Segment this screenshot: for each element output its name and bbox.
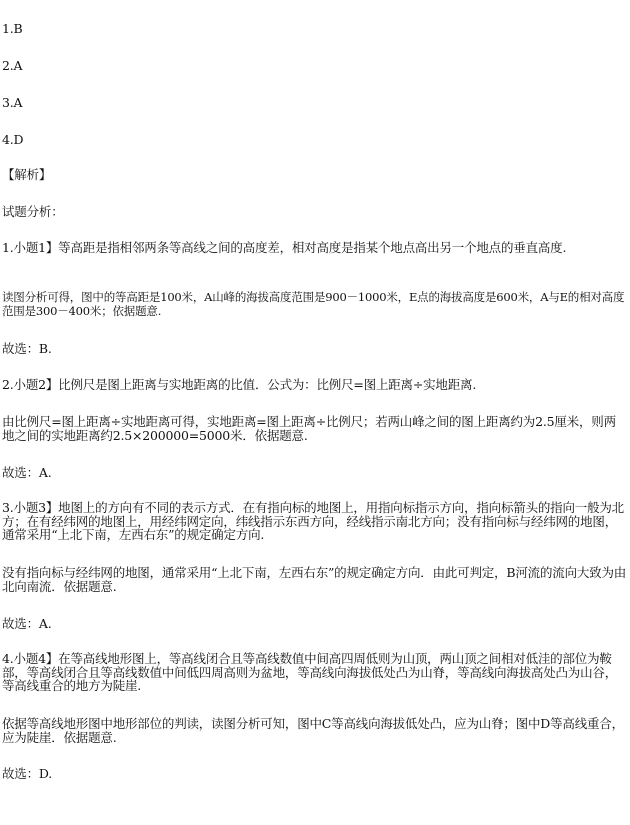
- q3-conclusion: 故选：A.: [2, 616, 52, 631]
- q2-analysis: 由比例尺=图上距离÷实地距离可得，实地距离=图上距离÷比例尺；若两山峰之间的图上距离约为2.5厘米，则两地之间的实地距离约2.5×200000=5000米．依据题意.: [2, 414, 616, 443]
- q1-knowledge-point: 1.小题1】等高距是指相邻两条等高线之间的高度差，相对高度是指某个地点高出另一个地点的垂直高度.: [2, 240, 567, 255]
- q4-conclusion: 故选：D.: [2, 766, 53, 781]
- answer-4: 4.D: [2, 132, 24, 147]
- q3-knowledge-point: 3.小题3】地图上的方向有不同的表示方式．在有指向标的地图上，用指向标指示方向，指向标箭头的指向一般为北方；在有经纬网的地图上，用经纬网定向，纬线指示东西方向，经线指示南北方向；没有指向标与经纬网的地图，通常采用“上北下南，左西右东”的规定确定方向.: [2, 500, 624, 542]
- answer-2: 2.A: [2, 58, 23, 73]
- q2-conclusion: 故选：A.: [2, 465, 52, 480]
- analysis-intro: 试题分析：: [2, 204, 64, 219]
- q2-knowledge-point: 2.小题2】比例尺是图上距离与实地距离的比值．公式为：比例尺=图上距离÷实地距离.: [2, 377, 477, 392]
- q4-analysis: 依据等高线地形图中地形部位的判读，读图分析可知，图中C等高线向海拔低处凸，应为山脊；图中D等高线重合，应为陡崖．依据题意.: [2, 716, 624, 745]
- answer-1: 1.B: [2, 21, 23, 36]
- answer-3: 3.A: [2, 95, 23, 110]
- analysis-heading: 【解析】: [2, 167, 52, 182]
- q4-knowledge-point: 4.小题4】在等高线地形图上，等高线闭合且等高线数值中间高四周低则为山顶，两山顶之间相对低洼的部位为鞍部，等高线闭合且等高线数值中间低四周高则为盆地，等高线向海拔低处凸为山脊，等高线向海拔高处凸为山谷，等高线重合的地方为陡崖.: [2, 651, 618, 693]
- q3-analysis: 没有指向标与经纬网的地图，通常采用“上北下南，左西右东”的规定确定方向．由此可判定，B河流的流向大致为由北向南流．依据题意.: [2, 565, 627, 594]
- q1-analysis: 读图分析可得，图中的等高距是100米，A山峰的海拔高度范围是900－1000米，E点的海拔高度是600米，A与E的相对高度范围是300－400米；依据题意.: [2, 290, 625, 318]
- q1-conclusion: 故选：B.: [2, 341, 52, 356]
